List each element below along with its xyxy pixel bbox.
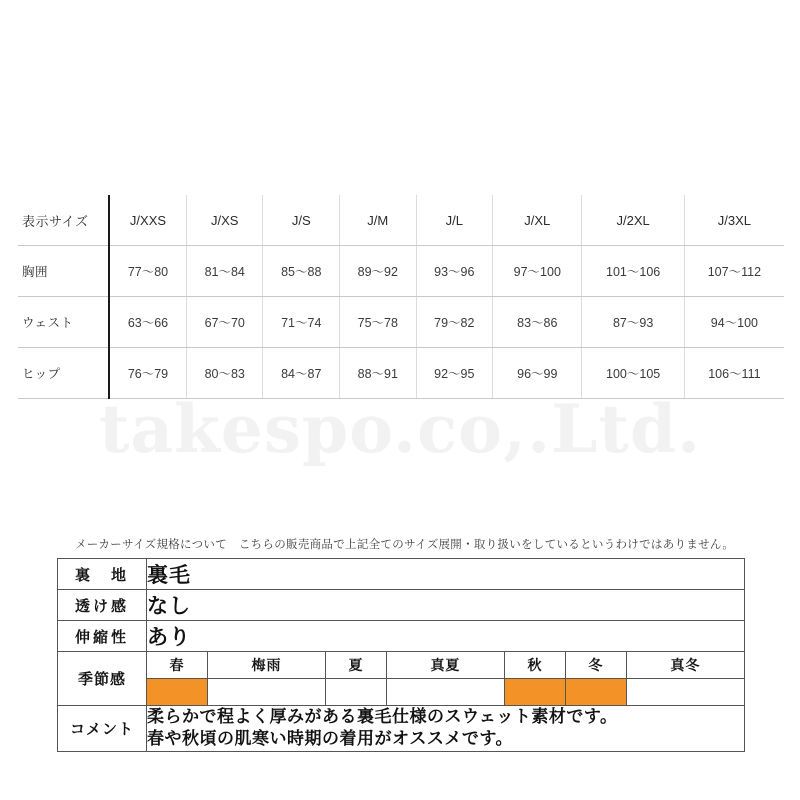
size-chart-cell: 94〜100	[684, 297, 784, 348]
spec-row-value: 裏毛	[147, 559, 745, 590]
size-chart-header-cell: J/M	[340, 195, 417, 246]
size-chart-cell: 75〜78	[340, 297, 417, 348]
size-chart-table	[18, 195, 784, 399]
season-mark-cell-winter	[565, 679, 626, 706]
season-mark-cell-autumn	[504, 679, 565, 706]
season-row-label: 季節感	[58, 652, 147, 706]
comment-row-value	[147, 706, 745, 752]
size-chart-cell: 67〜70	[186, 297, 263, 348]
size-chart-cell: 89〜92	[340, 246, 417, 297]
table-row	[18, 348, 784, 399]
size-chart-row-label: ウェスト	[18, 297, 109, 348]
comment-row-label: コメント	[58, 706, 147, 752]
size-chart-cell: 92〜95	[416, 348, 493, 399]
size-chart-header-cell: J/XXS	[109, 195, 186, 246]
season-mark-cell-rainy	[207, 679, 325, 706]
size-chart-cell: 88〜91	[340, 348, 417, 399]
spec-row-value: あり	[147, 621, 745, 652]
table-row	[58, 706, 745, 752]
season-name-cell: 春	[147, 652, 208, 679]
size-chart-cell: 83〜86	[493, 297, 582, 348]
season-name-cell: 真冬	[626, 652, 744, 679]
size-chart-header-cell: J/L	[416, 195, 493, 246]
spec-row-label: 透け感	[58, 590, 147, 621]
size-chart-cell: 80〜83	[186, 348, 263, 399]
season-name-cell: 真夏	[386, 652, 504, 679]
size-chart-cell: 79〜82	[416, 297, 493, 348]
table-row	[58, 590, 745, 621]
season-name-cell: 梅雨	[207, 652, 325, 679]
season-mark-cell-midsummer	[386, 679, 504, 706]
season-name-cell: 冬	[565, 652, 626, 679]
size-chart-cell: 84〜87	[263, 348, 340, 399]
table-header-row	[18, 195, 784, 246]
size-note-text: メーカーサイズ規格について こちらの販売商品で上記全てのサイズ展開・取り扱いをしているというわけではありません。	[75, 539, 735, 551]
watermark-text: takespo.co,.Ltd.	[98, 390, 702, 468]
season-name-cell: 夏	[325, 652, 386, 679]
comment-line-1: 柔らかで程よく厚みがある裏毛仕様のスウェット素材です。	[147, 707, 618, 726]
size-chart-header-cell: J/2XL	[582, 195, 684, 246]
size-chart-cell: 100〜105	[582, 348, 684, 399]
size-chart-cell: 97〜100	[493, 246, 582, 297]
size-chart-header-cell: J/XL	[493, 195, 582, 246]
size-chart-cell: 101〜106	[582, 246, 684, 297]
spec-row-label: 裏 地	[58, 559, 147, 590]
size-chart-cell: 85〜88	[263, 246, 340, 297]
size-chart-cell: 106〜111	[684, 348, 784, 399]
season-name-row	[58, 652, 745, 679]
size-chart-cell: 96〜99	[493, 348, 582, 399]
size-chart-cell: 71〜74	[263, 297, 340, 348]
size-chart-header-cell: J/3XL	[684, 195, 784, 246]
size-chart-header-cell: J/XS	[186, 195, 263, 246]
size-chart-cell: 93〜96	[416, 246, 493, 297]
season-mark-cell-spring	[147, 679, 208, 706]
table-row	[58, 559, 745, 590]
table-row	[58, 621, 745, 652]
size-chart-cell: 107〜112	[684, 246, 784, 297]
size-chart-row-label: 胸囲	[18, 246, 109, 297]
season-mark-row	[58, 679, 745, 706]
season-mark-cell-summer	[325, 679, 386, 706]
size-chart-cell: 63〜66	[109, 297, 186, 348]
size-chart-row-label: ヒップ	[18, 348, 109, 399]
size-chart-cell: 76〜79	[109, 348, 186, 399]
size-chart-cell: 77〜80	[109, 246, 186, 297]
spec-row-label: 伸縮性	[58, 621, 147, 652]
size-chart-header-cell: J/S	[263, 195, 340, 246]
comment-line-2: 春や秋頃の肌寒い時期の着用がオススメです。	[147, 729, 513, 749]
table-row	[18, 297, 784, 348]
size-chart-header-label: 表示サイズ	[18, 195, 109, 246]
size-chart-cell: 81〜84	[186, 246, 263, 297]
spec-table	[57, 558, 745, 752]
spec-row-value: なし	[147, 590, 745, 621]
season-mark-cell-midwinter	[626, 679, 744, 706]
season-name-cell: 秋	[504, 652, 565, 679]
table-row	[18, 246, 784, 297]
size-chart-cell: 87〜93	[582, 297, 684, 348]
